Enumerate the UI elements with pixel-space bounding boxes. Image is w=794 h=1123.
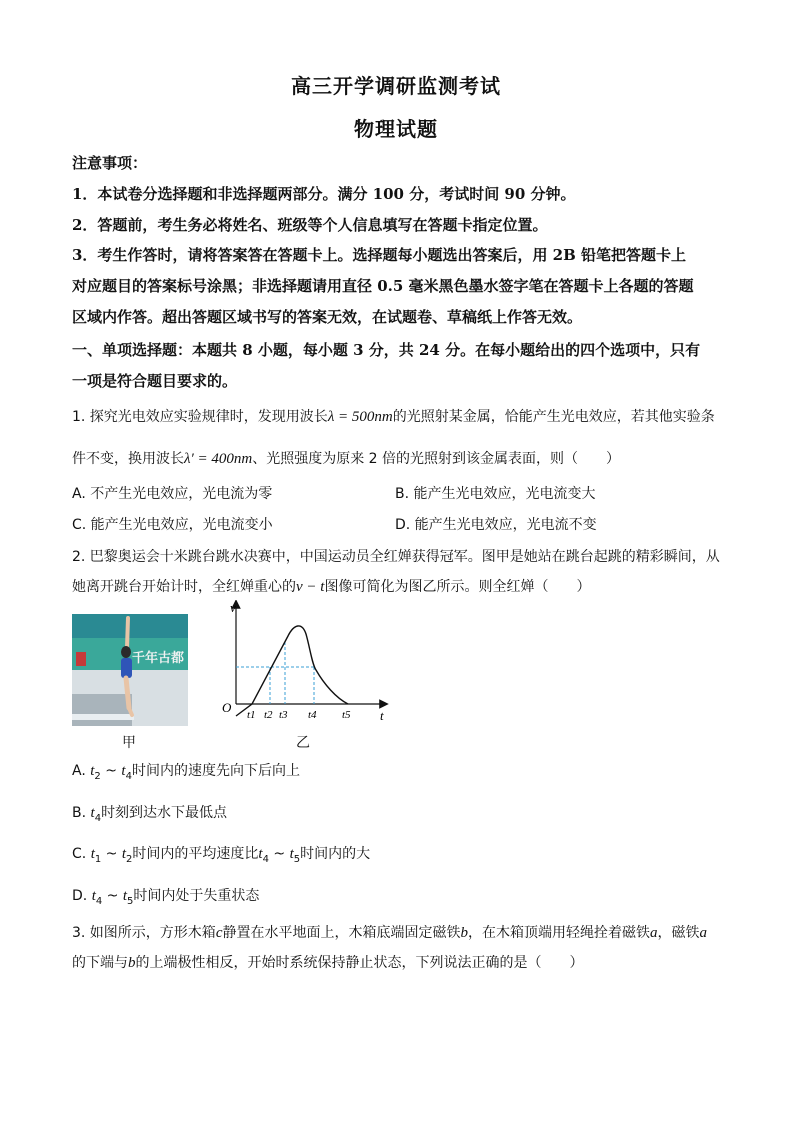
- subject-title: 物理试题: [354, 117, 438, 141]
- t-axis-label: t: [380, 708, 384, 723]
- tick-t4: t4: [308, 709, 317, 721]
- vt-curve: [236, 626, 348, 716]
- q2-option-b[interactable]: B. $t_4$时刻到达水下最低点: [72, 805, 228, 824]
- section-heading: 一、单项选择题：本题共 8 小题，每小题 3 分，共 24 分。在每小题给出的四个选项中，只有: [72, 341, 701, 359]
- question-3-line-1: 3. 如图所示，方形木箱c静置在水平地面上，木箱底端固定磁铁b，在木箱顶端用轻绳拴着磁铁a，磁铁a: [72, 925, 707, 941]
- question-1-line-2: 件不变，换用波长λ′ = 400nm、光照强度为原来 2 倍的光照射到该金属表面，则（ ）: [72, 451, 621, 467]
- tick-t5: t5: [342, 709, 351, 721]
- v-axis-label: v: [230, 600, 236, 615]
- photo-sign-text: 千年古都: [132, 651, 185, 666]
- vt-symbol: v − t: [296, 579, 325, 595]
- q1-option-b[interactable]: B. 能产生光电效应，光电流变大: [395, 486, 596, 502]
- vt-graph: [218, 600, 390, 730]
- question-2-line-2: 她离开跳台开始计时，全红婵重心的v − t图像可简化为图乙所示。则全红婵（ ）: [72, 579, 591, 595]
- q2-option-a[interactable]: A. $t_2$ ~ $t_4$时间内的速度先向下后向上: [72, 763, 300, 782]
- q1-option-a[interactable]: A. 不产生光电效应，光电流为零: [72, 486, 273, 502]
- notice-heading: 注意事项：: [72, 154, 148, 172]
- wavelength-1: λ = 500nm: [327, 409, 393, 425]
- section-heading-cont: 一项是符合题目要求的。: [72, 372, 238, 390]
- tick-t1: t1: [247, 709, 256, 721]
- tick-t3: t3: [279, 709, 288, 721]
- tick-t2: t2: [264, 709, 273, 721]
- q1-option-d[interactable]: D. 能产生光电效应，光电流不变: [395, 517, 597, 533]
- q1-option-c[interactable]: C. 能产生光电效应，光电流变小: [72, 517, 273, 533]
- notice-item-1: 1．本试卷分选择题和非选择题两部分。满分 100 分，考试时间 90 分钟。: [72, 185, 576, 203]
- diver-photo-image: [72, 614, 188, 726]
- origin-label: O: [222, 700, 232, 715]
- notice-item-3-cont-2: 区域内作答。超出答题区域书写的答案无效，在试题卷、草稿纸上作答无效。: [72, 308, 583, 326]
- exam-title: 高三开学调研监测考试: [291, 74, 501, 98]
- q2-option-d[interactable]: D. $t_4$ ~ $t_5$时间内处于失重状态: [72, 888, 260, 907]
- diver-photo: [72, 614, 188, 726]
- question-1-line-1: 1. 探究光电效应实验规律时，发现用波长λ = 500nm的光照射某金属，恰能产生光电效应，若其他实验条: [72, 409, 715, 425]
- notice-item-2: 2．答题前，考生务必将姓名、班级等个人信息填写在答题卡指定位置。: [72, 216, 548, 234]
- q2-option-c[interactable]: C. $t_1$ ~ $t_2$时间内的平均速度比$t_4$ ~ $t_5$时间内的大: [72, 846, 371, 865]
- question-3-line-2: 的下端与b的上端极性相反，开始时系统保持静止状态，下列说法正确的是（ ）: [72, 955, 584, 971]
- notice-item-3-cont-1: 对应题目的答案标号涂黑；非选择题请用直径 0.5 毫米黑色墨水签字笔在答题卡上各题的答题: [72, 277, 694, 295]
- caption-yi: 乙: [296, 735, 310, 751]
- question-2-line-1: 2. 巴黎奥运会十米跳台跳水决赛中，中国运动员全红婵获得冠军。图甲是她站在跳台起跳的精彩瞬间，从: [72, 549, 720, 565]
- notice-item-3: 3．考生作答时，请将答案答在答题卡上。选择题每小题选出答案后，用 2B 铅笔把答题卡上: [72, 246, 687, 264]
- caption-jia: 甲: [122, 735, 136, 751]
- wavelength-2: λ′ = 400nm: [184, 451, 253, 467]
